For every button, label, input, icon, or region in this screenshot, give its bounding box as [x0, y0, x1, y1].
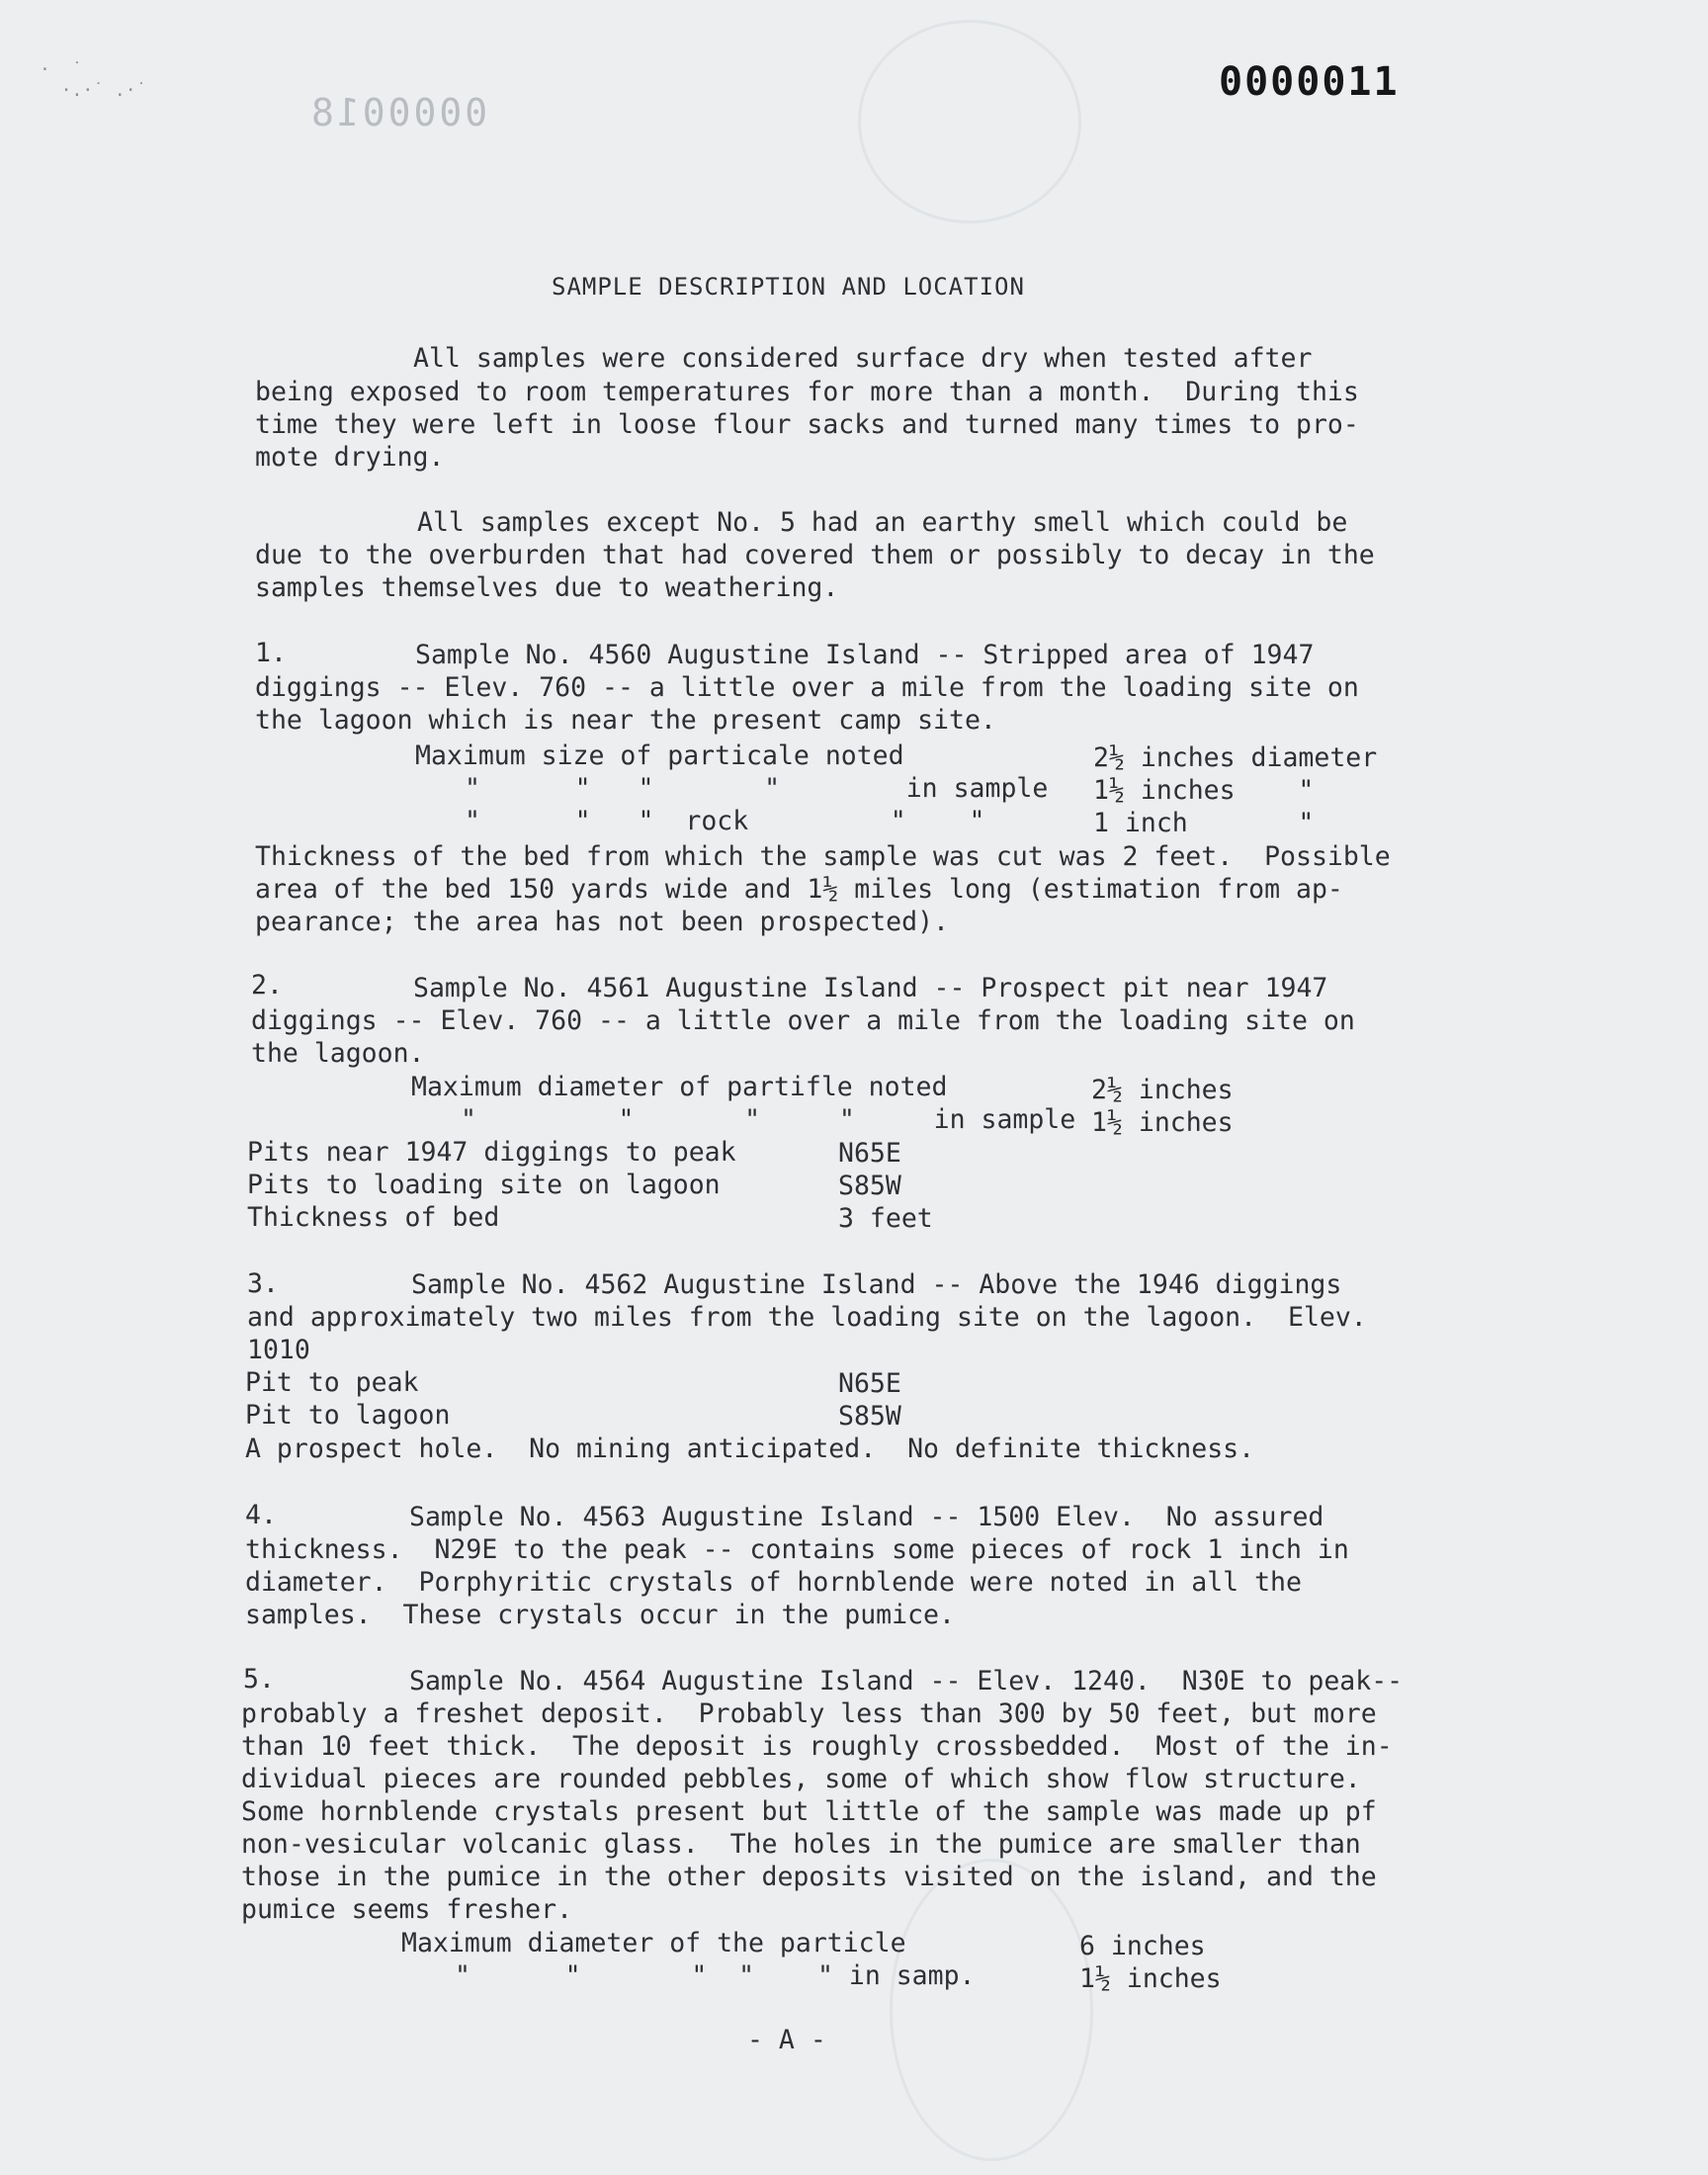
measure-label: Maximum size of particale noted [415, 740, 904, 771]
intro-p2-line: due to the overburden that had covered them or possibly to decay in the [255, 540, 1375, 570]
section-line: those in the pumice in the other deposits visited on the island, and the [241, 1862, 1377, 1892]
section-line: than 10 feet thick. The deposit is roughly crossbedded. Most of the in- [241, 1731, 1393, 1762]
section-line: samples. These crystals occur in the pumice. [245, 1600, 955, 1630]
measure-label: Maximum diameter of the particle [401, 1928, 906, 1958]
section-line: the lagoon which is near the present camp site. [255, 705, 996, 736]
intro-p1-line: being exposed to room temperatures for more than a month. During this [255, 377, 1359, 407]
section-line: Some hornblende crystals present but little of the sample was made up pf [241, 1796, 1377, 1827]
section-line: Sample No. 4564 Augustine Island -- Elev. 1240. N30E to peak-- [409, 1666, 1404, 1696]
measure-label: " " " " in sample [461, 1104, 1076, 1135]
intro-p1-line: time they were left in loose flour sacks and turned many times to pro- [255, 409, 1359, 440]
table-label: Pits to loading site on lagoon [247, 1170, 721, 1200]
section-number: 3. [247, 1268, 279, 1299]
intro-p1-line: mote drying. [255, 442, 445, 473]
section-line: A prospect hole. No mining anticipated. No definite thickness. [245, 1434, 1255, 1464]
document-number: 0000011 [1219, 59, 1400, 105]
section-line: Sample No. 4560 Augustine Island -- Stripped area of 1947 [415, 640, 1315, 670]
section-line: non-vesicular volcanic glass. The holes in the pumice are smaller than [241, 1829, 1361, 1860]
measure-label: Maximum diameter of partifle noted [411, 1072, 948, 1102]
section-line: diameter. Porphyritic crystals of hornblende were noted in all the [245, 1567, 1302, 1598]
table-label: Thickness of bed [247, 1202, 500, 1233]
watermark-seal-bottom [890, 1859, 1093, 2161]
measure-label: " " " " " in samp. [455, 1960, 976, 1991]
section-number: 1. [255, 638, 287, 668]
watermark-seal [858, 20, 1081, 223]
intro-p2-line: All samples except No. 5 had an earthy smell which could be [417, 507, 1348, 538]
section-line: 1010 [247, 1335, 310, 1365]
section-line: Sample No. 4562 Augustine Island -- Above the 1946 diggings [411, 1269, 1342, 1300]
table-value: S85W [838, 1401, 901, 1432]
ghost-document-number: 0000018 [308, 91, 488, 134]
section-line: dividual pieces are rounded pebbles, some of which show flow structure. [241, 1764, 1361, 1794]
page-footer: - A - [747, 2025, 826, 2055]
table-label: Pit to peak [245, 1367, 419, 1398]
measure-label: " " " " in sample [465, 773, 1049, 804]
measure-value: 2½ inches diameter [1093, 742, 1378, 773]
section-line: Thickness of the bed from which the sample was cut was 2 feet. Possible [255, 841, 1391, 872]
section-line: the lagoon. [251, 1038, 425, 1069]
section-line: and approximately two miles from the loading site on the lagoon. Elev. [247, 1302, 1367, 1333]
measure-value: 6 inches [1079, 1931, 1206, 1961]
measure-value: 1 inch " [1093, 808, 1315, 838]
scan-specks: · ˙ ·.·˙ .·˙ [40, 59, 147, 101]
intro-p2-line: samples themselves due to weathering. [255, 572, 839, 603]
section-line: probably a freshet deposit. Probably less than 300 by 50 feet, but more [241, 1698, 1377, 1729]
table-value: S85W [838, 1171, 901, 1201]
measure-value: 2½ inches [1091, 1075, 1234, 1105]
table-label: Pits near 1947 diggings to peak [247, 1137, 736, 1168]
section-line: diggings -- Elev. 760 -- a little over a mile from the loading site on [251, 1005, 1355, 1036]
section-line: pearance; the area has not been prospected). [255, 907, 949, 937]
page-title: SAMPLE DESCRIPTION AND LOCATION [552, 273, 1025, 301]
table-value: N65E [838, 1368, 901, 1399]
intro-p1-line: All samples were considered surface dry when tested after [413, 343, 1313, 374]
section-number: 2. [251, 970, 283, 1000]
measure-value: 1½ inches " [1093, 775, 1315, 806]
section-line: Sample No. 4563 Augustine Island -- 1500 Elev. No assured [409, 1502, 1324, 1532]
section-number: 5. [243, 1664, 275, 1695]
section-line: Sample No. 4561 Augustine Island -- Prospect pit near 1947 [413, 973, 1328, 1003]
section-line: diggings -- Elev. 760 -- a little over a mile from the loading site on [255, 672, 1359, 703]
table-label: Pit to lagoon [245, 1400, 451, 1431]
measure-value: 1½ inches [1091, 1107, 1234, 1138]
table-value: N65E [838, 1138, 901, 1169]
measure-label: " " " rock " " [465, 806, 985, 836]
section-line: thickness. N29E to the peak -- contains some pieces of rock 1 inch in [245, 1534, 1349, 1565]
table-value: 3 feet [838, 1203, 933, 1234]
section-line: pumice seems fresher. [241, 1894, 573, 1925]
measure-value: 1½ inches [1079, 1963, 1222, 1994]
section-line: area of the bed 150 yards wide and 1½ miles long (estimation from ap- [255, 874, 1343, 905]
section-number: 4. [245, 1500, 277, 1530]
